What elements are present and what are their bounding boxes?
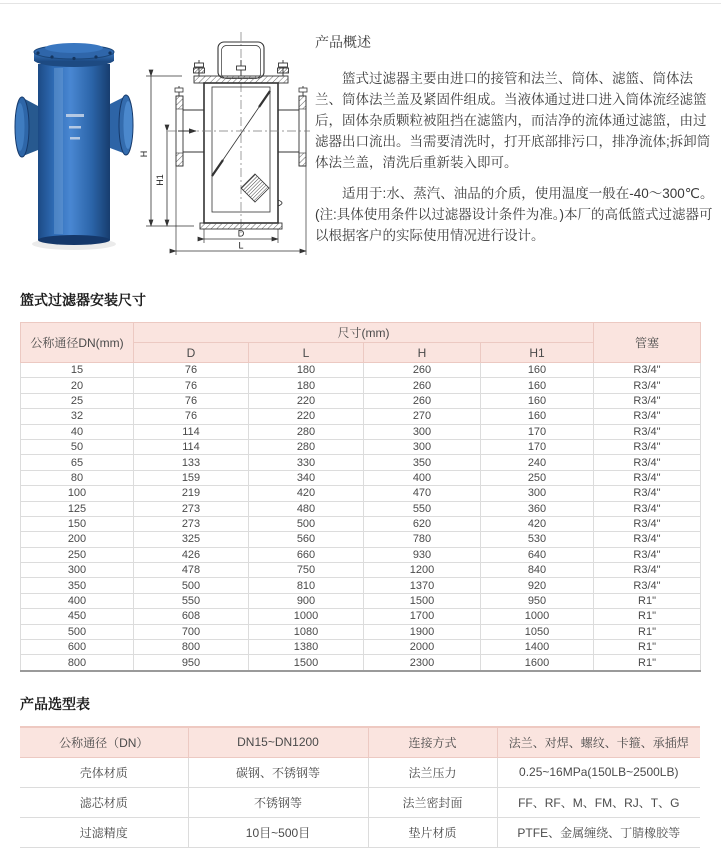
table-cell: 260 <box>364 363 481 378</box>
dim-label-h1: H1 <box>155 174 165 186</box>
table-cell: 330 <box>249 455 364 470</box>
table-cell: R3/4" <box>594 424 701 439</box>
table-cell: R3/4" <box>594 439 701 454</box>
table-cell: 530 <box>481 532 594 547</box>
top-section <box>0 4 721 262</box>
col-header-h1: H1 <box>481 343 594 363</box>
table-cell: DN15~DN1200 <box>188 727 368 758</box>
table-row <box>21 470 701 485</box>
table-cell: 0.25~16MPa(150LB~2500LB) <box>497 757 700 787</box>
table-cell: 133 <box>134 455 249 470</box>
table-cell: 500 <box>134 578 249 593</box>
table-cell: 600 <box>21 640 134 655</box>
table-cell: 垫片材质 <box>368 817 497 847</box>
table-cell: 1700 <box>364 609 481 624</box>
table-cell: R3/4" <box>594 532 701 547</box>
col-header-l: L <box>249 343 364 363</box>
table-cell: 10目~500目 <box>188 817 368 847</box>
table-cell: 950 <box>481 593 594 608</box>
table-cell: 76 <box>134 378 249 393</box>
table-cell: 300 <box>21 563 134 578</box>
overview-paragraph-2: 适用于:水、蒸汽、油品的介质，使用温度一般在-40～300℃。(注:具体使用条件以过滤器设计条件为准。)本厂的高低篮式过滤器可以根据客户的实际使用情况进行设计。 <box>315 186 714 243</box>
table-cell: 160 <box>481 378 594 393</box>
table-cell: R3/4" <box>594 378 701 393</box>
table-cell: 过滤精度 <box>20 817 188 847</box>
table-cell: 76 <box>134 409 249 424</box>
table-row <box>21 655 701 671</box>
table-cell: 114 <box>134 439 249 454</box>
table-cell: 400 <box>21 593 134 608</box>
table-cell: R1" <box>594 624 701 639</box>
table-cell: 159 <box>134 470 249 485</box>
table-row <box>21 640 701 655</box>
table-cell: PTFE、金属缠绕、丁腈橡胶等 <box>497 817 700 847</box>
table-cell: 930 <box>364 547 481 562</box>
dim-label-d: D <box>237 228 245 239</box>
table-cell: 法兰、对焊、螺纹、卡箍、承插焊 <box>497 727 700 758</box>
table-cell: R3/4" <box>594 409 701 424</box>
table-cell: 1370 <box>364 578 481 593</box>
table-cell: 40 <box>21 424 134 439</box>
selection-section-title: 产品选型表 <box>20 695 90 712</box>
table-row <box>21 624 701 639</box>
table-cell: 160 <box>481 409 594 424</box>
table-row <box>20 727 700 758</box>
table-cell: 220 <box>249 409 364 424</box>
table-cell: 2300 <box>364 655 481 671</box>
table-cell: R3/4" <box>594 455 701 470</box>
table-cell: 350 <box>364 455 481 470</box>
table-cell: 250 <box>21 547 134 562</box>
table-cell: R1" <box>594 640 701 655</box>
table-row <box>21 563 701 578</box>
table-cell: R1" <box>594 609 701 624</box>
table-cell: 170 <box>481 424 594 439</box>
table-cell: 1000 <box>481 609 594 624</box>
table-cell: 750 <box>249 563 364 578</box>
table-row <box>21 393 701 408</box>
dimensions-table-head <box>21 323 701 363</box>
table-cell: 1080 <box>249 624 364 639</box>
table-cell: 碳钢、不锈钢等 <box>188 757 368 787</box>
col-header-plug: 管塞 <box>594 323 701 363</box>
table-cell: 1500 <box>364 593 481 608</box>
table-cell: 273 <box>134 516 249 531</box>
table-cell: 700 <box>134 624 249 639</box>
dimensions-table-body <box>21 363 701 671</box>
table-cell: 1400 <box>481 640 594 655</box>
table-cell: 连接方式 <box>368 727 497 758</box>
table-cell: 340 <box>249 470 364 485</box>
table-cell: 900 <box>249 593 364 608</box>
table-cell: 170 <box>481 439 594 454</box>
table-cell: 620 <box>364 516 481 531</box>
overview-title: 产品概述 <box>315 34 371 50</box>
table-cell: 1200 <box>364 563 481 578</box>
table-row <box>21 547 701 562</box>
dimensions-section-title: 篮式过滤器安装尺寸 <box>20 292 146 308</box>
table-cell: 200 <box>21 532 134 547</box>
col-header-dn: 公称通径DN(mm) <box>21 323 134 363</box>
table-cell: 2000 <box>364 640 481 655</box>
table-cell: 420 <box>249 486 364 501</box>
table-cell: 1600 <box>481 655 594 671</box>
table-cell: 800 <box>21 655 134 671</box>
table-row <box>21 578 701 593</box>
table-cell: R3/4" <box>594 578 701 593</box>
table-cell: R3/4" <box>594 486 701 501</box>
table-row <box>21 378 701 393</box>
table-cell: 350 <box>21 578 134 593</box>
table-cell: 150 <box>21 516 134 531</box>
table-cell: 250 <box>481 470 594 485</box>
table-cell: 325 <box>134 532 249 547</box>
table-cell: 480 <box>249 501 364 516</box>
table-cell: R3/4" <box>594 501 701 516</box>
table-cell: 1000 <box>249 609 364 624</box>
table-cell: 550 <box>364 501 481 516</box>
selection-table-body <box>20 727 700 848</box>
table-row <box>20 817 700 847</box>
table-cell: 640 <box>481 547 594 562</box>
table-cell: R1" <box>594 655 701 671</box>
table-cell: 50 <box>21 439 134 454</box>
table-row <box>21 609 701 624</box>
table-cell: 65 <box>21 455 134 470</box>
table-cell: 219 <box>134 486 249 501</box>
table-cell: 240 <box>481 455 594 470</box>
product-photo <box>8 26 140 256</box>
table-cell: 32 <box>21 409 134 424</box>
table-cell: 280 <box>249 424 364 439</box>
table-cell: 300 <box>481 486 594 501</box>
table-cell: 660 <box>249 547 364 562</box>
dimensions-table <box>20 322 701 672</box>
table-row <box>21 424 701 439</box>
strainer-drawing-image <box>138 30 312 258</box>
table-row <box>21 593 701 608</box>
table-cell: R3/4" <box>594 393 701 408</box>
strainer-photo-image <box>8 26 140 256</box>
table-cell: R3/4" <box>594 470 701 485</box>
table-cell: 125 <box>21 501 134 516</box>
table-row <box>21 516 701 531</box>
table-row <box>21 455 701 470</box>
col-header-h: H <box>364 343 481 363</box>
table-cell: 法兰密封面 <box>368 787 497 817</box>
table-cell: 810 <box>249 578 364 593</box>
table-cell: 420 <box>481 516 594 531</box>
table-cell: 550 <box>134 593 249 608</box>
table-cell: 800 <box>134 640 249 655</box>
table-cell: FF、RF、M、FM、RJ、T、G <box>497 787 700 817</box>
col-header-size-group: 尺寸(mm) <box>134 323 594 343</box>
table-cell: 500 <box>21 624 134 639</box>
table-row <box>20 787 700 817</box>
table-cell: 180 <box>249 378 364 393</box>
table-cell: 260 <box>364 378 481 393</box>
table-cell: 不锈钢等 <box>188 787 368 817</box>
table-cell: 滤芯材质 <box>20 787 188 817</box>
table-header-row <box>21 323 701 343</box>
table-cell: 840 <box>481 563 594 578</box>
overview-paragraph-1: 篮式过滤器主要由进口的接管和法兰、筒体、滤篮、筒体法兰、筒体法兰盖及紧固件组成。当液体通过进口进入筒体流经滤篮后，固体杂质颗粒被阻挡在滤篮内，而洁净的流体通过滤篮，由过滤器出口流出。当需要清洗时，打开底部排污口，排净流体;拆卸筒体法兰盖，清洗后重新装入即可。 <box>315 71 711 170</box>
table-cell: 160 <box>481 363 594 378</box>
col-header-d: D <box>134 343 249 363</box>
table-cell: 426 <box>134 547 249 562</box>
table-cell: 500 <box>249 516 364 531</box>
table-cell: 780 <box>364 532 481 547</box>
table-cell: 450 <box>21 609 134 624</box>
table-cell: 400 <box>364 470 481 485</box>
table-row <box>21 501 701 516</box>
table-cell: 270 <box>364 409 481 424</box>
table-cell: 950 <box>134 655 249 671</box>
table-cell: 273 <box>134 501 249 516</box>
table-cell: 920 <box>481 578 594 593</box>
table-cell: 25 <box>21 393 134 408</box>
table-cell: 360 <box>481 501 594 516</box>
table-cell: 100 <box>21 486 134 501</box>
table-cell: 76 <box>134 393 249 408</box>
table-cell: 160 <box>481 393 594 408</box>
table-cell: 220 <box>249 393 364 408</box>
table-cell: 478 <box>134 563 249 578</box>
table-cell: 470 <box>364 486 481 501</box>
table-cell: 114 <box>134 424 249 439</box>
dim-label-l: L <box>238 240 244 251</box>
table-cell: 20 <box>21 378 134 393</box>
technical-drawing <box>138 30 312 258</box>
table-cell: 15 <box>21 363 134 378</box>
table-cell: R3/4" <box>594 363 701 378</box>
table-cell: 1380 <box>249 640 364 655</box>
table-cell: 1900 <box>364 624 481 639</box>
table-cell: 260 <box>364 393 481 408</box>
table-cell: 300 <box>364 424 481 439</box>
table-row <box>20 757 700 787</box>
table-row <box>21 363 701 378</box>
dim-label-h: H <box>139 150 149 158</box>
selection-table <box>20 726 700 848</box>
table-cell: 80 <box>21 470 134 485</box>
product-overview <box>315 32 715 256</box>
table-cell: R3/4" <box>594 516 701 531</box>
table-row <box>21 439 701 454</box>
table-cell: 公称通径（DN） <box>20 727 188 758</box>
table-cell: 280 <box>249 439 364 454</box>
table-cell: 1500 <box>249 655 364 671</box>
table-cell: 法兰压力 <box>368 757 497 787</box>
table-row <box>21 486 701 501</box>
table-cell: 76 <box>134 363 249 378</box>
table-cell: 180 <box>249 363 364 378</box>
table-cell: 1050 <box>481 624 594 639</box>
table-cell: 608 <box>134 609 249 624</box>
table-cell: R3/4" <box>594 563 701 578</box>
table-cell: R1" <box>594 593 701 608</box>
table-cell: 560 <box>249 532 364 547</box>
table-cell: R3/4" <box>594 547 701 562</box>
table-cell: 壳体材质 <box>20 757 188 787</box>
table-cell: 300 <box>364 439 481 454</box>
table-row <box>21 532 701 547</box>
table-row <box>21 409 701 424</box>
